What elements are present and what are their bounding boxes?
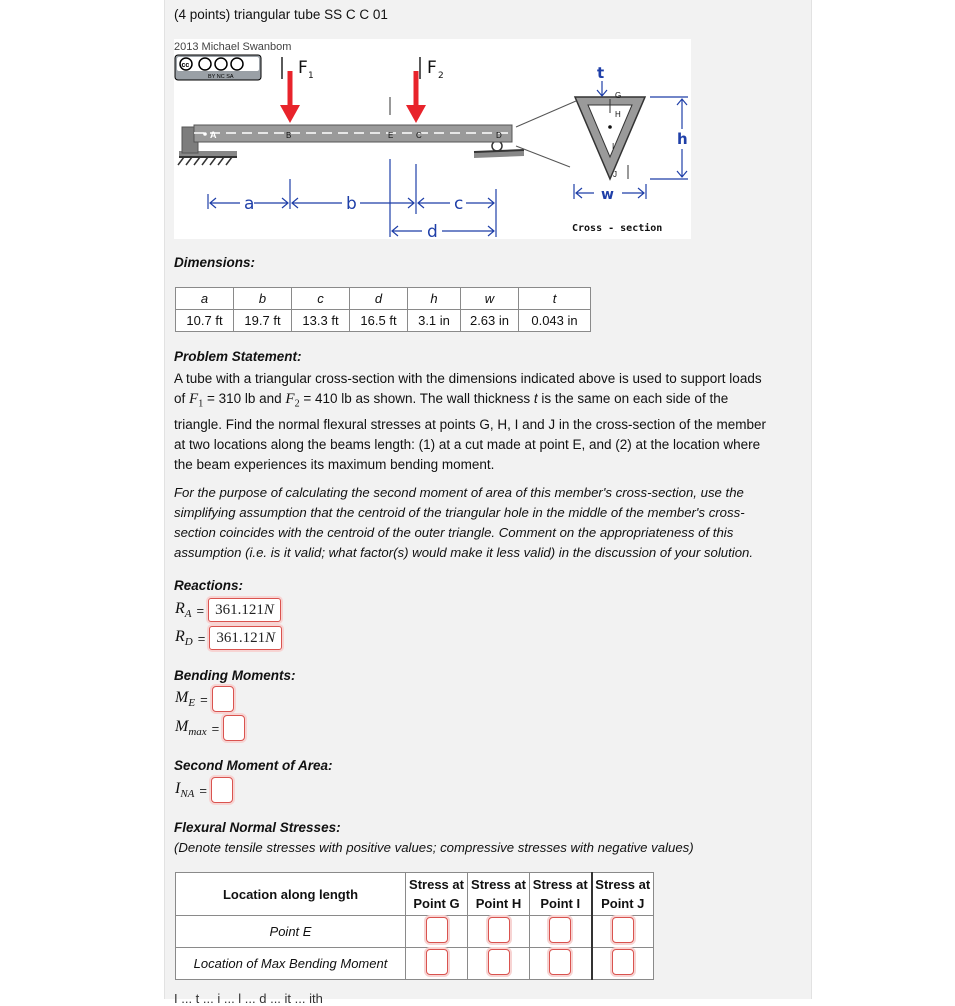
force-F1-arrow [280,57,314,123]
stress-G-header: Stress at Point G [406,873,468,916]
license-badge-text: BY NC SA [208,74,234,80]
INA-row: $I_{NA}$ = [175,777,233,803]
stress-H-max-field[interactable] [488,949,510,975]
dim-header: h [408,288,461,310]
callout-line-top [516,101,576,127]
callout-line-bottom [516,146,570,167]
roller-support-D [474,141,524,158]
stress-I-header: Stress at Point I [530,873,592,916]
dim-c-label: c [454,194,464,214]
assumption-note [174,483,799,563]
Mmax-answer-field[interactable] [223,715,245,741]
problem-line: of $F_1 = 310$ lb and $F_2 = 410$ lb as shown. The wall thickness t is the same on each side of the [174,391,729,410]
INA-symbol: $I_{NA}$ [175,779,195,801]
point-I-label: I [612,142,615,151]
stress-row-max-moment [176,948,654,980]
cc-license-badge [175,55,261,80]
problem-heading: Problem Statement: [174,349,302,364]
stress-header-row [176,873,654,916]
dim-value: 10.7 ft [176,310,234,332]
reaction-RA-row: $R_A$ = 361.121N [175,597,281,623]
stress-I-E-field[interactable] [549,917,571,943]
dim-value: 16.5 ft [350,310,408,332]
svg-text:F: F [427,58,437,78]
area-heading: Second Moment of Area: [174,758,333,773]
dimensions-table [175,287,591,332]
svg-text:2: 2 [438,71,444,81]
Mmax-symbol: $M_{max}$ [175,717,207,739]
dim-header: c [292,288,350,310]
problem-statement [174,369,799,475]
stress-H-E-field[interactable] [488,917,510,943]
location-column-header: Location along length [176,873,406,916]
point-J-label: J [613,170,617,179]
question-title: (4 points) triangular tube SS C C 01 [174,7,388,22]
cross-section-caption: Cross - section [572,223,663,234]
point-H-label: H [615,110,621,119]
beam-figure [174,39,691,239]
RD-answer-field[interactable]: 361.121N [209,626,282,650]
stress-J-header: Stress at Point J [592,873,654,916]
problem-line: A tube with a triangular cross-section with the dimensions indicated above is used to support loads [174,371,762,386]
dim-header: d [350,288,408,310]
svg-text:F: F [298,58,308,78]
stress-H-header: Stress at Point H [468,873,530,916]
force-F2-arrow [406,57,444,123]
row-label-point-E: Point E [176,916,406,948]
point-D-label: D [496,131,502,140]
stress-G-E-field[interactable] [426,917,448,943]
reactions-heading: Reactions: [174,578,244,593]
dim-value: 0.043 in [519,310,591,332]
dim-value: 19.7 ft [234,310,292,332]
point-B-label: B [286,131,292,140]
row-label-max-moment: Location of Max Bending Moment [176,948,406,980]
beam-diagram [174,39,691,239]
point-E-label: E [388,131,394,140]
stresses-heading: Flexural Normal Stresses: [174,820,341,835]
h-label: h [677,130,688,148]
bending-heading: Bending Moments: [174,668,296,683]
dimensions-value-row [176,310,591,332]
assumption-line: For the purpose of calculating the second moment of area of this member's cross-section, use the [174,485,744,500]
ME-row: $M_E$ = [175,686,234,712]
problem-line: triangle. Find the normal flexural stresses at points G, H, I and J in the cross-section of the member [174,416,767,432]
problem-line: the beam experiences its maximum bending moment. [174,456,495,472]
ME-symbol: $M_E$ [175,688,196,710]
point-A-label: A [210,130,217,140]
dim-a-label: a [244,194,255,214]
w-label: w [601,187,614,203]
credit-text: 2013 Michael Swanbom [174,41,292,53]
RD-symbol: $R_D$ [175,627,193,649]
stress-row-point-E [176,916,654,948]
svg-text:cc: cc [181,62,190,69]
dimensions-heading: Dimensions: [174,255,256,270]
dim-value: 13.3 ft [292,310,350,332]
Mmax-row: $M_{max}$ = [175,715,245,741]
cut-off-footer-text: I ... t ... i ... l ... d ... it ... ith [174,991,323,1006]
RA-symbol: $R_A$ [175,599,192,621]
point-C-label: C [416,131,422,140]
dim-header: w [461,288,519,310]
assumption-line: assumption (i.e. is it valid; what factor(s) would make it less valid) in the discussion of your solution. [174,545,754,560]
assumption-line: simplifying assumption that the centroid of the triangular hole in the middle of the member's cross- [174,505,745,520]
point-G-label: G [615,91,622,100]
dim-value: 3.1 in [408,310,461,332]
dim-header: t [519,288,591,310]
reaction-RD-row: $R_D$ = 361.121N [175,625,282,651]
dim-d-label: d [427,222,438,239]
stress-table [175,872,654,980]
dim-header: b [234,288,292,310]
INA-answer-field[interactable] [211,777,233,803]
svg-text:1: 1 [308,71,314,81]
stress-I-max-field[interactable] [549,949,571,975]
dimensions-header-row [176,288,591,310]
stress-J-max-field[interactable] [612,949,634,975]
beam [194,125,512,142]
dim-header: a [176,288,234,310]
dim-value: 2.63 in [461,310,519,332]
t-label: t [597,64,605,82]
RA-answer-field[interactable]: 361.121N [208,598,281,622]
problem-line: at two locations along the beams length: (1) at a cut made at point E, and (2) at the location where [174,436,761,452]
stress-G-max-field[interactable] [426,949,448,975]
assumption-line: section coincides with the centroid of the outer triangle. Comment on the appropriateness of this [174,525,734,540]
stresses-note: (Denote tensile stresses with positive values; compressive stresses with negative values) [174,840,694,855]
dim-b-label: b [346,194,357,214]
stress-J-E-field[interactable] [612,917,634,943]
ME-answer-field[interactable] [212,686,234,712]
